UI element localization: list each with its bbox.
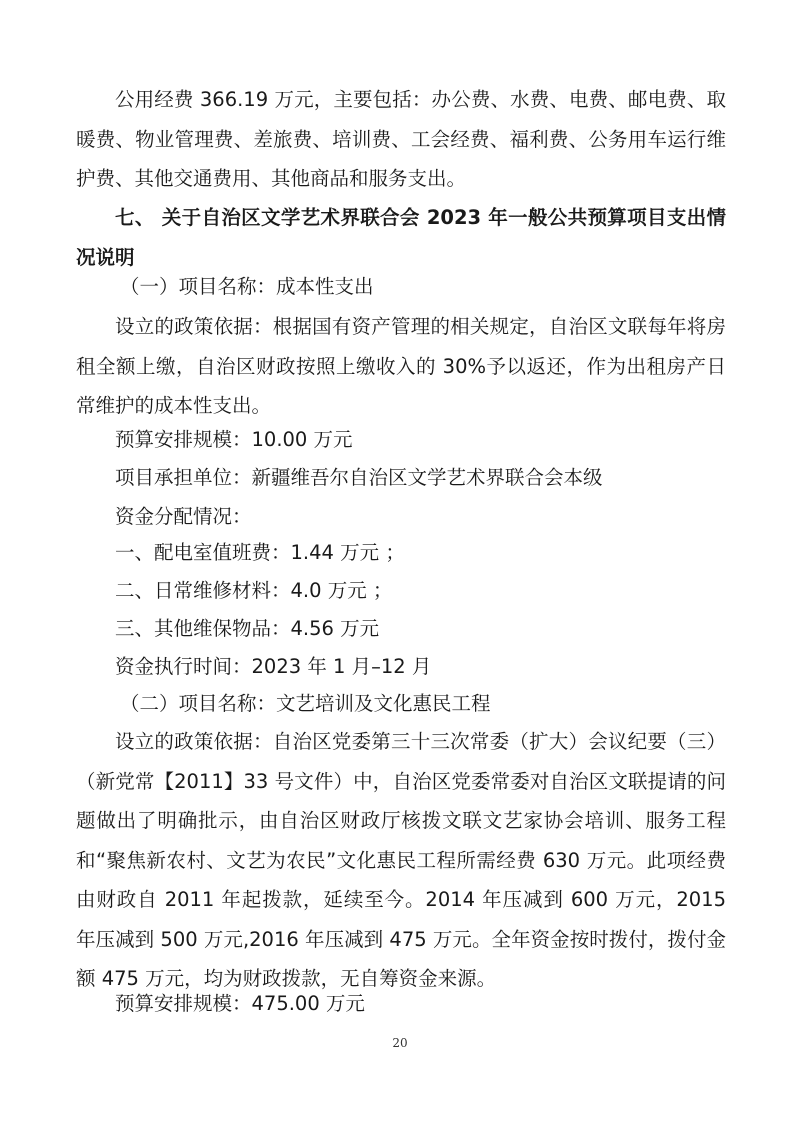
- project-one-execution-time: 资金执行时间：2023 年 1 月–12 月: [115, 655, 432, 678]
- project-two-name: （二）项目名称：文艺培训及文化惠民工程: [120, 692, 491, 715]
- allocation-item: 一、配电室值班费：1.44 万元 ；: [115, 541, 405, 564]
- section-seven-heading: 七、 关于自治区文学艺术界联合会 2023 年一般公共预算项目支出情况说明: [76, 206, 726, 269]
- project-one-budget-scale: 预算安排规模：10.00 万元: [115, 428, 353, 451]
- project-one-name: （一）项目名称：成本性支出: [120, 275, 374, 298]
- public-expenses-paragraph: 公用经费 366.19 万元，主要包括：办公费、水费、电费、邮电费、取暖费、物业管理费、差旅费、培训费、工会经费、福利费、公务用车运行维护费、其他交通费用、其他商品和服务支出。: [76, 88, 726, 190]
- project-two-budget-scale: 预算安排规模：475.00 万元: [115, 992, 365, 1015]
- project-two-policy-basis: 设立的政策依据：自治区党委第三十三次常委（扩大）会议纪要（三）（新党常【2011】33 号文件）中，自治区党委常委对自治区文联提请的问题做出了明确批示，由自治区财政厅核拨文联文艺家协会培训、服务工程和“聚焦新农村、文艺为农民”文化惠民工程所需经费 630 万元。此项经费由财政自 2011 年起拨款，延续至今。2014 年压减到 600 万元，2015 年压减到 500 万元,2016 年压减到 475 万元。全年资金按时拨付，拨付金额 475 万元，均为财政拨款，无自筹资金来源。: [76, 730, 726, 990]
- allocation-title: 资金分配情况：: [115, 505, 252, 528]
- allocation-item: 二、日常维修材料：4.0 万元 ；: [115, 579, 393, 602]
- page-number: 20: [392, 1036, 408, 1050]
- project-one-policy-basis: 设立的政策依据：根据国有资产管理的相关规定，自治区文联每年将房租全额上缴，自治区财政按照上缴收入的 30%予以返还，作为出租房产日常维护的成本性支出。: [76, 315, 726, 417]
- project-one-undertaking-unit: 项目承担单位：新疆维吾尔自治区文学艺术界联合会本级: [115, 466, 603, 489]
- allocation-item: 三、其他维保物品：4.56 万元: [115, 617, 380, 640]
